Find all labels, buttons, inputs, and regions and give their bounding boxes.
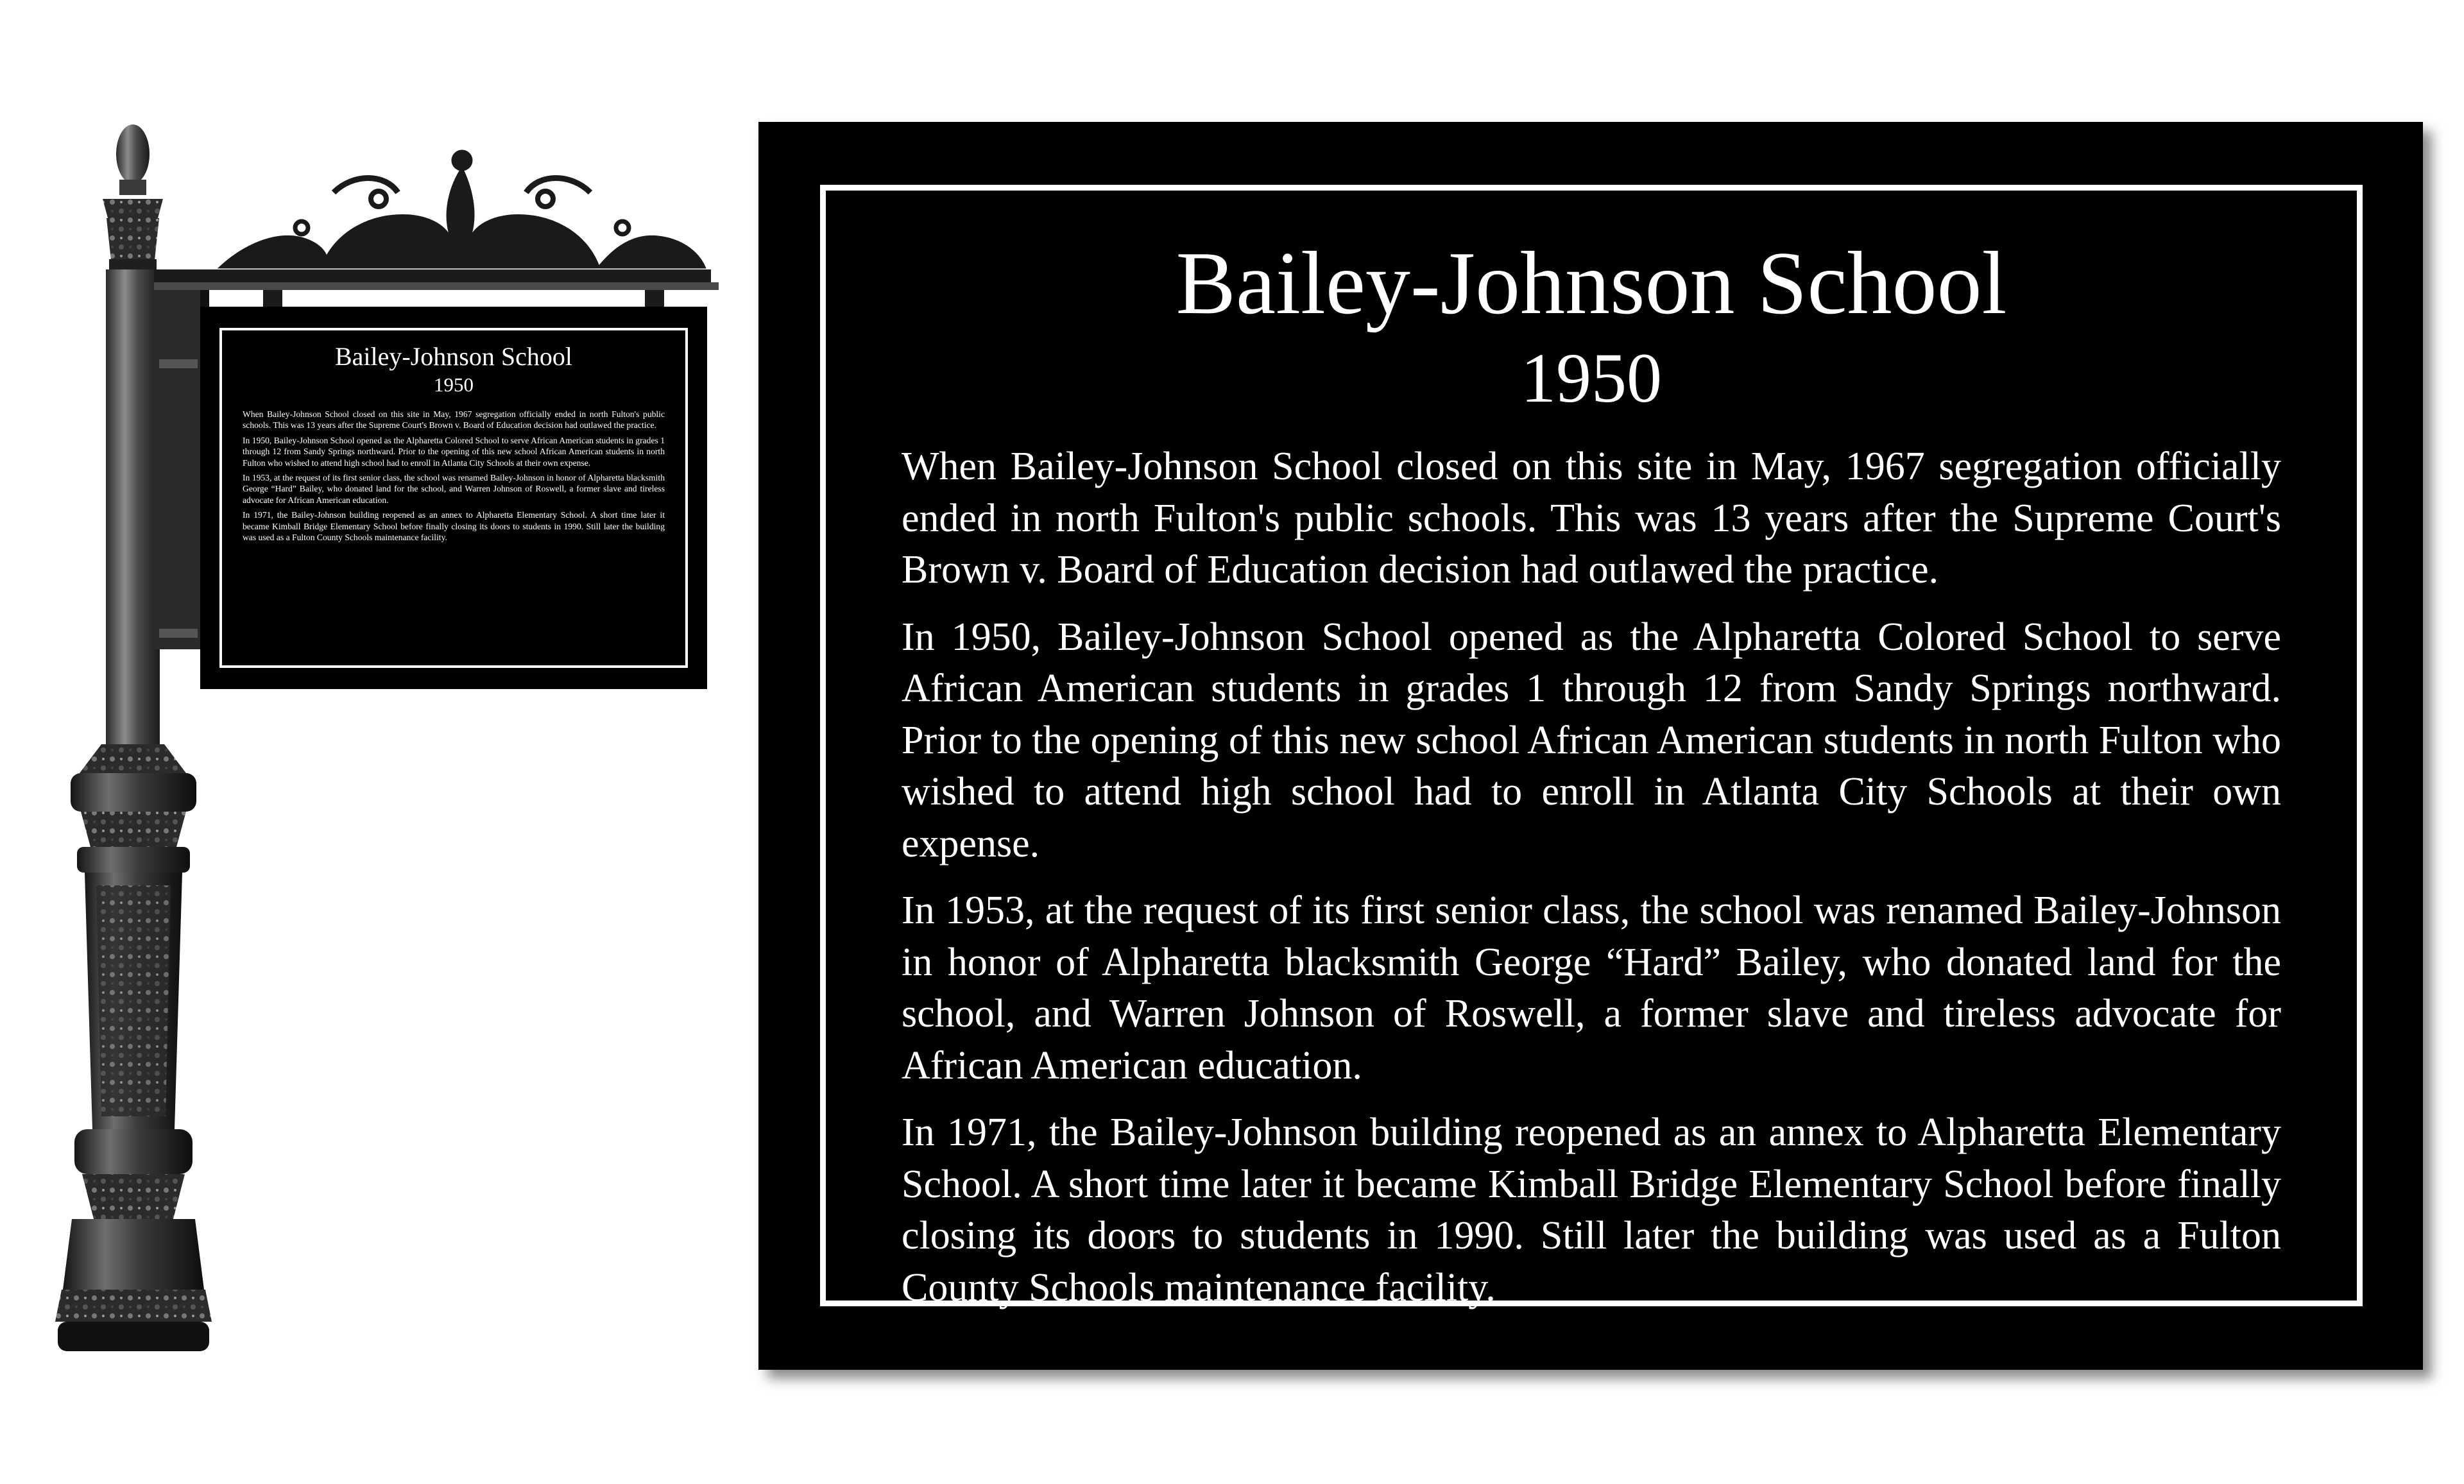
plaque-year: 1950 [1521, 339, 1662, 417]
post-base [55, 744, 212, 1351]
mini-sign-paragraph-3: In 1953, at the request of its first senior class, the school was renamed Bailey-Johnson in honor of Alpharetta blacksmith George “Hard” Bailey, who donated land for the school, and Warren Johnson of Roswell, a former slave and tireless advocate for African American education. [243, 473, 665, 505]
mini-sign-paragraph-4: In 1971, the Bailey-Johnson building reopened as an annex to Alpharetta Elementary School. A short time later it became Kimball Bridge Elementary School before finally closing its doors to students in 1990. Still later the building was used as a Fulton County Schools maintenance facility. [243, 510, 665, 543]
plaque-border [820, 185, 2363, 1309]
finial-icon [103, 124, 163, 272]
plaque-title: Bailey-Johnson School [1176, 234, 2007, 333]
plaque-paragraph-3: In 1953, at the request of its first senior class, the school was renamed Bailey-Johnson in honor of Alpharetta blacksmith George “Hard” Bailey, who donated land for the school, and Warren Johnson of Roswell, a former slave and tireless advocate for African American education. [902, 889, 2281, 1087]
mini-sign-title: Bailey-Johnson School [335, 342, 572, 371]
sign-post-illustration [0, 0, 732, 1484]
main-plaque [758, 122, 2423, 1370]
mini-sign-paragraph-2: In 1950, Bailey-Johnson School opened as the Alpharetta Colored School to serve African American students in grades 1 through 12 from Sandy Springs northward. Prior to the opening of this new school African American students in north Fulton who wished to attend high school had to enroll in Atlanta City Schools at their own expense. [243, 435, 665, 468]
mini-sign-border [219, 328, 688, 668]
mini-sign-year: 1950 [434, 373, 474, 396]
post-artwork [0, 0, 732, 1484]
post-pole [106, 269, 160, 776]
plaque-paragraph-2: In 1950, Bailey-Johnson School opened as the Alpharetta Colored School to serve African American students in grades 1 through 12 from Sandy Springs northward. Prior to the opening of this new school African American students in north Fulton who wished to attend high school had to enroll in Atlanta City Schools at their own expense. [902, 615, 2281, 866]
plaque-paragraph-4: In 1971, the Bailey-Johnson building reopened as an annex to Alpharetta Elementary School. A short time later it became Kimball Bridge Elementary School before finally closing its doors to students in 1990. Still later the building was used as a Fulton County Schools maintenance facility. [902, 1111, 2281, 1309]
mini-sign-plaque [200, 307, 707, 689]
plaque-paragraph-1: When Bailey-Johnson School closed on this site in May, 1967 segregation officially ended in north Fulton's public schools. This was 13 years after the Supreme Court's Brown v. Board of Education decision had outlawed the practice. [902, 445, 2281, 592]
plaque-body [902, 441, 2281, 1329]
mini-sign-paragraph-1: When Bailey-Johnson School closed on this site in May, 1967 segregation officially ended in north Fulton's public schools. This was 13 years after the Supreme Court's Brown v. Board of Education decision had outlawed the practice. [243, 409, 665, 431]
ornamental-crest-icon [218, 150, 706, 268]
